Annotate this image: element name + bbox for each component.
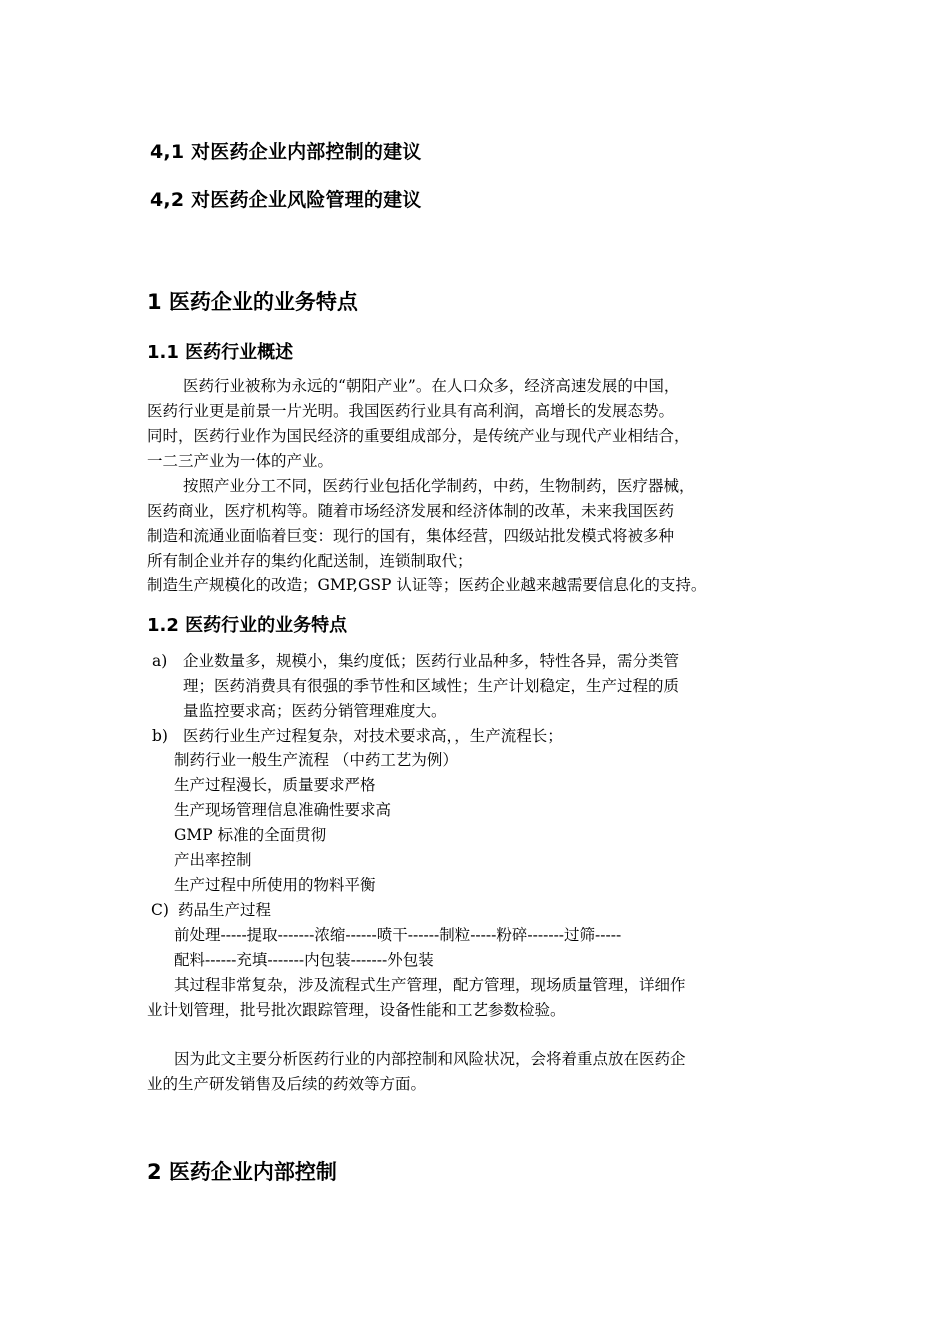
list-item-b-subline: GMP 标准的全面贯彻	[174, 826, 327, 844]
paragraph-line: 业计划管理，批号批次跟踪管理，设备性能和工艺参数检验。	[147, 1001, 566, 1019]
paragraph-line: 一二三产业为一体的产业。	[147, 452, 334, 470]
list-item-b-subline: 制药行业一般生产流程 （中药工艺为例）	[174, 751, 458, 769]
paragraph-line: 所有制企业并存的集约化配送制，连锁制取代；	[147, 552, 473, 570]
paragraph-line: 同时，医药行业作为国民经济的重要组成部分，是传统产业与现代产业相结合，	[147, 427, 690, 445]
list-item-b-line: 医药行业生产过程复杂，对技术要求高，，生产流程长；	[183, 727, 563, 745]
list-item-a-line: 理；医药消费具有很强的季节性和区域性；生产计划稳定，生产过程的质	[183, 677, 680, 695]
list-item-b-subline: 产出率控制	[174, 851, 252, 869]
toc-item-4-1: 4,1 对医药企业内部控制的建议	[150, 141, 422, 163]
section-1-heading: 1 医药企业的业务特点	[147, 290, 358, 314]
list-item-c-subline: 前处理-----提取-------浓缩------喷干------制粒-----粉碎-------过筛-----	[174, 926, 622, 944]
toc-item-4-2: 4,2 对医药企业风险管理的建议	[150, 189, 422, 211]
paragraph-line: 医药行业被称为永远的“朝阳产业”。在人口众多，经济高速发展的中国，	[183, 377, 680, 395]
list-item-a-line: 量监控要求高；医药分销管理难度大。	[183, 702, 447, 720]
section-2-heading: 2 医药企业内部控制	[147, 1160, 337, 1184]
list-marker-a: a)	[152, 652, 168, 670]
paragraph-line: 业的生产研发销售及后续的药效等方面。	[147, 1075, 427, 1093]
list-item-b-subline: 生产过程漫长，质量要求严格	[174, 776, 376, 794]
paragraph-line: 医药商业，医疗机构等。随着市场经济发展和经济体制的改革，未来我国医药	[147, 502, 675, 520]
paragraph-line: 医药行业更是前景一片光明。我国医药行业具有高利润，高增长的发展态势。	[147, 402, 675, 420]
subsection-1-2-heading: 1.2 医药行业的业务特点	[147, 615, 348, 636]
list-item-c-subline: 配料------充填-------内包装-------外包装	[174, 951, 434, 969]
list-item-c-line: 药品生产过程	[178, 901, 272, 919]
list-item-b-subline: 生产过程中所使用的物料平衡	[174, 876, 376, 894]
paragraph-line: 制造生产规模化的改造；GMP,GSP 认证等；医药企业越来越需要信息化的支持。	[147, 576, 707, 594]
paragraph-line: 制造和流通业面临着巨变：现行的国有，集体经营，四级站批发模式将被多种	[147, 527, 675, 545]
paragraph-line: 按照产业分工不同，医药行业包括化学制药，中药，生物制药，医疗器械，	[183, 477, 695, 495]
subsection-1-1-heading: 1.1 医药行业概述	[147, 342, 294, 363]
list-item-a-line: 企业数量多，规模小，集约度低；医药行业品种多，特性各异，需分类管	[183, 652, 680, 670]
list-marker-c: C)	[151, 901, 169, 919]
list-marker-b: b)	[152, 727, 168, 745]
paragraph-line: 其过程非常复杂，涉及流程式生产管理，配方管理，现场质量管理，详细作	[174, 976, 686, 994]
list-item-b-subline: 生产现场管理信息准确性要求高	[174, 801, 392, 819]
paragraph-line: 因为此文主要分析医药行业的内部控制和风险状况，会将着重点放在医药企	[174, 1050, 686, 1068]
